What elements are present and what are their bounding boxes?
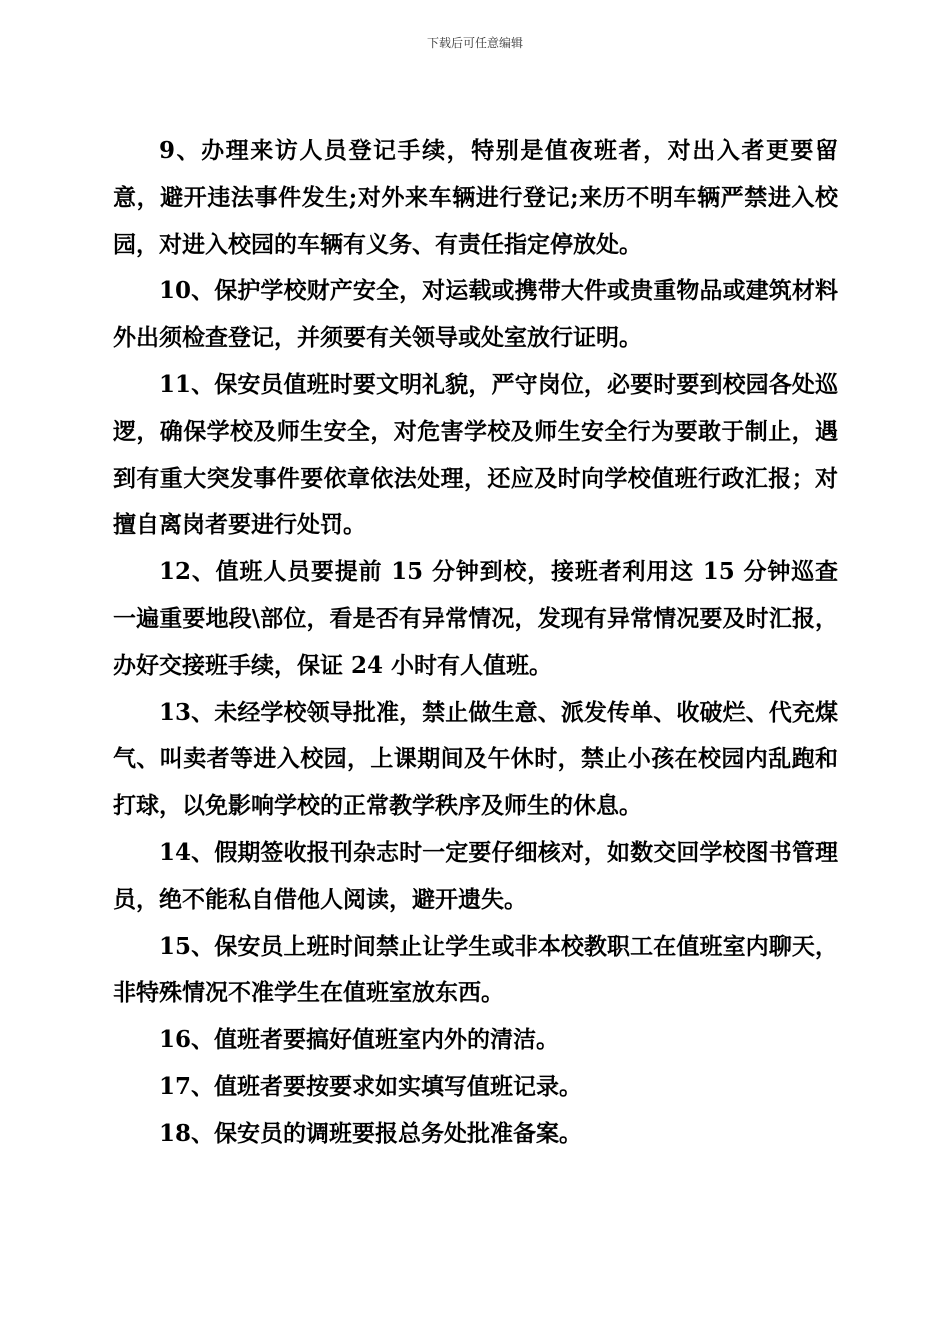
rule-item-15: 15、保安员上班时间禁止让学生或非本校教职工在值班室内聊天，非特殊情况不准学生在值班室放东西。 (113, 932, 838, 1007)
rule-item-17: 17、值班者要按要求如实填写值班记录。 (159, 1072, 583, 1100)
rule-item-13: 13、未经学校领导批准，禁止做生意、派发传单、收破烂、代充煤气、叫卖者等进入校园，上课期间及午休时，禁止小孩在校园内乱跑和打球，以免影响学校的正常教学秩序及师生的休息。 (113, 698, 838, 820)
rule-item-12: 12、值班人员要提前 15 分钟到校，接班者利用这 15 分钟巡查一遍重要地段\部位，看是否有异常情况，发现有异常情况要及时汇报，办好交接班手续，保证 24 小时有人值班。 (113, 558, 838, 679)
page-header: 下载后可任意编辑 (426, 36, 523, 50)
rule-item-9: 9、办理来访人员登记手续，特别是值夜班者，对出入者更要留意，避开违法事件发生;对外来车辆进行登记;来历不明车辆严禁进入校园，对进入校园的车辆有义务、有责任指定停放处。 (113, 137, 838, 258)
rule-item-10: 10、保护学校财产安全，对运载或携带大件或贵重物品或建筑材料外出须检查登记，并须要有关领导或处室放行证明。 (113, 277, 838, 352)
rule-item-16: 16、值班者要搞好值班室内外的清洁。 (159, 1026, 560, 1054)
rule-item-11: 11、保安员值班时要文明礼貌，严守岗位，必要时要到校园各处巡逻，确保学校及师生安全，对危害学校及师生安全行为要敢于制止，遇到有重大突发事件要依章依法处理，还应及时向学校值班行政汇报；对擅自离岗者要进行处罚。 (113, 370, 838, 539)
rule-item-18: 18、保安员的调班要报总务处批准备案。 (159, 1119, 583, 1147)
document-body (113, 128, 838, 1158)
rule-item-14: 14、假期签收报刊杂志时一定要仔细核对，如数交回学校图书管理员，绝不能私自借他人阅读，避开遗失。 (113, 838, 838, 913)
